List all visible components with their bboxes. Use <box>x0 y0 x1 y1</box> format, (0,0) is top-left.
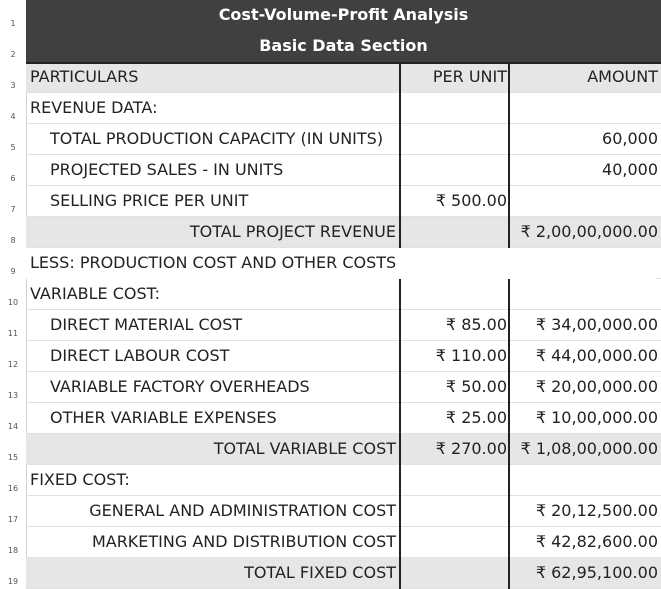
cell-amount[interactable] <box>510 186 661 217</box>
table-row <box>26 372 661 403</box>
row-number[interactable]: 2 <box>10 50 16 59</box>
cell-label[interactable]: TOTAL PROJECT REVENUE <box>189 222 396 241</box>
cell-per-unit[interactable] <box>400 558 510 589</box>
column-divider <box>399 279 401 589</box>
header-row <box>26 62 661 93</box>
row-number[interactable]: 17 <box>7 515 19 524</box>
row-number[interactable]: 11 <box>7 329 19 338</box>
cell-amount[interactable]: ₹ 2,00,00,000.00 <box>520 222 658 241</box>
cell-amount[interactable]: ₹ 20,00,000.00 <box>535 377 658 396</box>
row-number[interactable]: 4 <box>10 112 16 121</box>
cell-per-unit[interactable]: ₹ 270.00 <box>435 439 507 458</box>
cell-per-unit[interactable]: ₹ 500.00 <box>435 191 507 210</box>
cell-label[interactable]: TOTAL PRODUCTION CAPACITY (IN UNITS) <box>50 129 384 148</box>
cell-per-unit[interactable]: ₹ 110.00 <box>435 346 507 365</box>
row-number-column <box>0 0 27 589</box>
cell-label[interactable]: REVENUE DATA: <box>30 98 158 117</box>
subtitle-row <box>26 31 661 62</box>
table-row <box>26 403 661 434</box>
table-row <box>26 496 661 527</box>
row-number[interactable]: 8 <box>10 236 16 245</box>
cell-per-unit[interactable] <box>400 279 510 310</box>
row-number[interactable]: 3 <box>10 81 16 90</box>
header-top-border <box>26 62 661 64</box>
cell-amount[interactable]: ₹ 10,00,000.00 <box>535 408 658 427</box>
row-number[interactable]: 1 <box>10 19 16 28</box>
cell-amount[interactable]: 40,000 <box>602 160 658 179</box>
cell-per-unit[interactable] <box>400 93 510 124</box>
header-amount[interactable]: AMOUNT <box>587 67 658 86</box>
row-number[interactable]: 14 <box>7 422 19 431</box>
cell-label[interactable]: TOTAL VARIABLE COST <box>213 439 396 458</box>
cell-per-unit[interactable]: ₹ 85.00 <box>445 315 507 334</box>
row-number[interactable]: 12 <box>7 360 19 369</box>
header-per-unit[interactable]: PER UNIT <box>432 67 507 86</box>
cell-amount[interactable]: ₹ 34,00,000.00 <box>535 315 658 334</box>
cell-amount[interactable] <box>510 93 661 124</box>
cell-grid <box>26 0 661 589</box>
cell-label[interactable]: PROJECTED SALES - IN UNITS <box>50 160 284 179</box>
table-row <box>26 124 661 155</box>
total-row <box>26 558 661 589</box>
table-row <box>26 465 661 496</box>
total-row <box>26 217 661 248</box>
cell-label[interactable]: LESS: PRODUCTION COST AND OTHER COSTS <box>26 248 656 279</box>
cell-per-unit[interactable]: ₹ 25.00 <box>445 408 507 427</box>
table-row <box>26 186 661 217</box>
row-number[interactable]: 5 <box>10 143 16 152</box>
row-number[interactable]: 18 <box>7 546 19 555</box>
table-row <box>26 279 661 310</box>
column-divider <box>399 217 401 248</box>
table-row <box>26 341 661 372</box>
cell-per-unit[interactable]: ₹ 50.00 <box>445 377 507 396</box>
cell-label[interactable]: DIRECT LABOUR COST <box>50 346 230 365</box>
cell-per-unit[interactable] <box>400 527 510 558</box>
cell-label[interactable]: OTHER VARIABLE EXPENSES <box>50 408 277 427</box>
title-row <box>26 0 661 31</box>
cell-label[interactable]: GENERAL AND ADMINISTRATION COST <box>89 501 396 520</box>
total-row <box>26 434 661 465</box>
row-number[interactable]: 13 <box>7 391 19 400</box>
row-number[interactable]: 10 <box>7 298 19 307</box>
cell-label[interactable]: MARKETING AND DISTRIBUTION COST <box>91 532 396 551</box>
row-number[interactable]: 16 <box>7 484 19 493</box>
cell-amount[interactable] <box>510 279 661 310</box>
cell-per-unit[interactable] <box>400 124 510 155</box>
cell-label[interactable]: TOTAL FIXED COST <box>244 563 396 582</box>
cell-per-unit[interactable] <box>400 496 510 527</box>
cell-amount[interactable] <box>510 465 661 496</box>
row-number[interactable]: 9 <box>10 267 16 276</box>
cell-amount[interactable]: ₹ 1,08,00,000.00 <box>520 439 658 458</box>
cell-amount[interactable]: 60,000 <box>602 129 658 148</box>
table-row <box>26 310 661 341</box>
column-divider <box>508 62 510 589</box>
cell-per-unit[interactable] <box>400 155 510 186</box>
row-number[interactable]: 15 <box>7 453 19 462</box>
cell-label[interactable]: VARIABLE COST: <box>30 284 161 303</box>
sheet-title[interactable]: Cost-Volume-Profit Analysis <box>218 5 469 24</box>
cell-per-unit[interactable] <box>400 465 510 496</box>
row-number[interactable]: 6 <box>10 174 16 183</box>
cell-label[interactable]: DIRECT MATERIAL COST <box>50 315 243 334</box>
table-row <box>26 527 661 558</box>
sheet-subtitle[interactable]: Basic Data Section <box>259 36 428 55</box>
cell-label[interactable]: VARIABLE FACTORY OVERHEADS <box>50 377 310 396</box>
cell-per-unit[interactable] <box>400 217 510 248</box>
cell-amount[interactable]: ₹ 44,00,000.00 <box>535 346 658 365</box>
cell-amount[interactable]: ₹ 62,95,100.00 <box>535 563 658 582</box>
row-number[interactable]: 19 <box>7 577 19 586</box>
table-row <box>26 155 661 186</box>
table-row <box>26 93 661 124</box>
table-row <box>26 248 661 279</box>
header-particulars[interactable]: PARTICULARS <box>30 67 139 86</box>
cell-label[interactable]: SELLING PRICE PER UNIT <box>50 191 249 210</box>
cell-label[interactable]: FIXED COST: <box>30 470 130 489</box>
cell-amount[interactable]: ₹ 20,12,500.00 <box>535 501 658 520</box>
cell-amount[interactable]: ₹ 42,82,600.00 <box>535 532 658 551</box>
row-number[interactable]: 7 <box>10 205 16 214</box>
